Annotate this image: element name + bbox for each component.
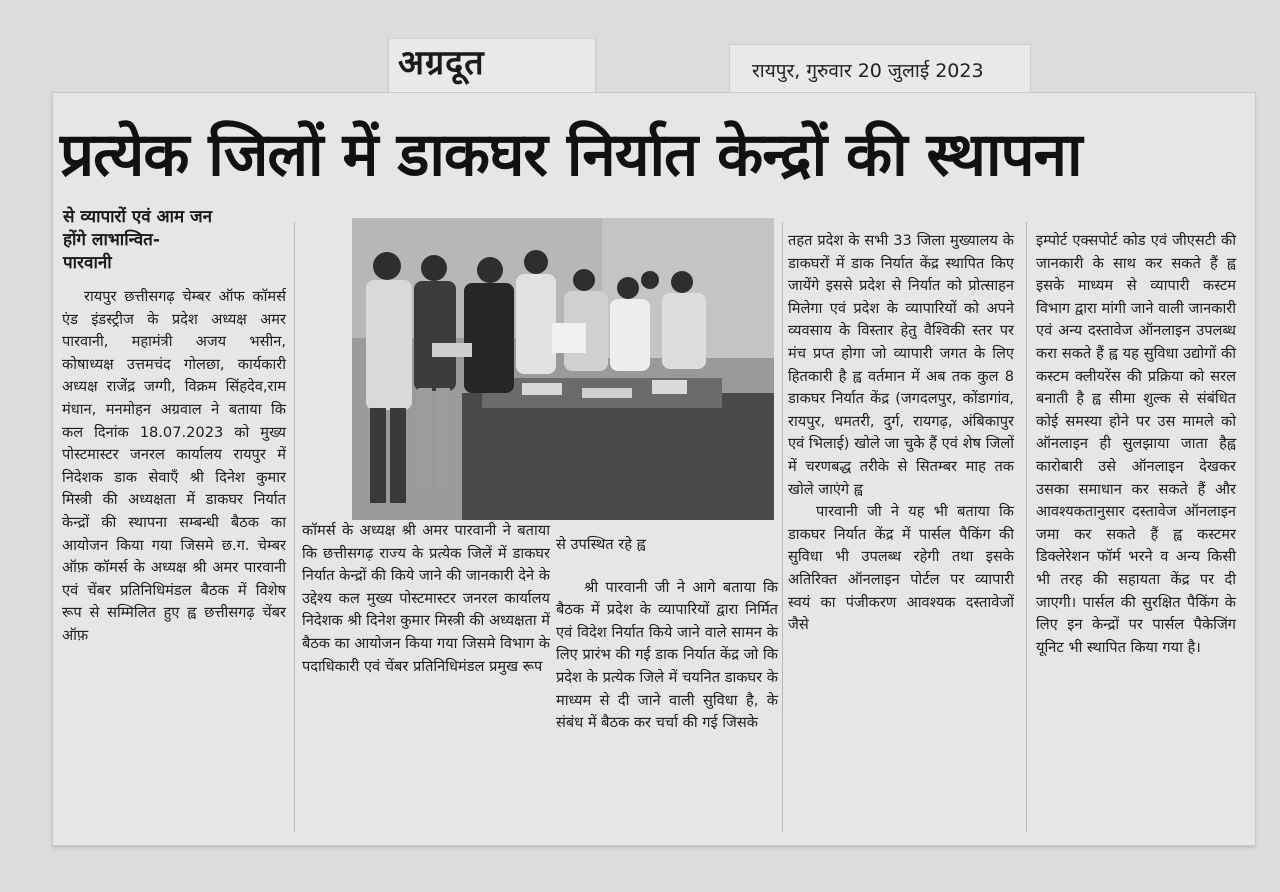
subhead-line-1: से व्यापारों एवं आम जन xyxy=(63,207,213,227)
article-column-1 xyxy=(62,286,286,842)
newspaper-masthead: अग्रदूत xyxy=(398,43,485,83)
article-column-5 xyxy=(1036,230,1236,842)
column-5-text: इम्पोर्ट एक्सपोर्ट कोड एवं जीएसटी की जानकारी के साथ कर सकते हैं ह्व इसके माध्यम से व्यापारी कस्टम विभाग द्वारा मांगी जाने वाली जानकारी एवं अन्य दस्तावेज ऑनलाइन उपलब्ध करा सकते हैं ह्व यह सुविधा उद्योगों की कस्टम क्लीयरेंस की प्रक्रिया को सरल बनाती है ह्व सीमा शुल्क से संबंधित कोई समस्या होने पर उस मामले को ऑनलाइन ही सुलझाया जाता हैह्व कारोबारी उसे ऑनलाइन देखकर उसका समाधान कर सकते हैं और आवश्यकतानुसार दस्तावेज ऑनलाइन जमा कर सकते हैं ह्व कस्टमर डिक्लेरेशन फॉर्म भरने व अन्य किसी भी तरह की सहायता केंद्र पर दी जाएगी। पार्सल की सुरक्षित पैकिंग के लिए इन केन्द्रों पर पार्सल पैकेजिंग यूनिट भी स्थापित किया गया है। xyxy=(1036,232,1236,656)
subhead-line-2: होंगे लाभान्वित- xyxy=(63,230,160,250)
article-headline: प्रत्येक जिलों में डाकघर निर्यात केन्द्रों की स्थापना xyxy=(60,120,1082,190)
article-column-2 xyxy=(302,520,550,842)
column-divider xyxy=(294,222,295,832)
article-subhead xyxy=(63,206,288,275)
column-4-paragraph-2: पारवानी जी ने यह भी बताया कि डाकघर निर्यात केंद्र में पार्सल पैकिंग की सुविधा भी उपलब्ध रहेगी तथा इसके अतिरिक्त ऑनलाइन पोर्टल पर व्यापारी स्वयं का पंजीकरण आवश्यक दस्तावेजों जैसे xyxy=(788,503,1014,634)
meeting-photo-illustration xyxy=(352,218,774,520)
column-3-paragraph-1: से उपस्थित रहे ह्व xyxy=(556,536,646,553)
column-divider xyxy=(1026,222,1027,832)
dateline: रायपुर, गुरुवार 20 जुलाई 2023 xyxy=(752,60,984,82)
meeting-photo xyxy=(352,218,774,520)
subhead-line-3: पारवानी xyxy=(63,253,112,273)
column-divider xyxy=(782,222,783,832)
column-4-paragraph-1: तहत प्रदेश के सभी 33 जिला मुख्यालय के डाकघरों में डाक निर्यात केंद्र स्थापित किए जायेंगे इससे प्रदेश से निर्यात को प्रोत्साहन मिलेगा एवं प्रदेश के व्यापारियों को अपने व्यवसाय के विस्तार हेतु वैश्विकी स्तर पर मंच प्रप्त होगा जो व्यापारी जगत के लिए हितकारी है ह्व वर्तमान में अब तक कुल 8 डाकघर निर्यात केंद्र (जगदलपुर, कोंडागांव, रायपुर, धमतरी, दुर्ग, रायगढ़, अंबिकापुर एवं भिलाई) खोले जा चुके हैं एवं शेष जिलों में चरणबद्ध तरीके से सितम्बर माह तक खोले जाएंगे ह्व xyxy=(788,232,1014,498)
column-3-paragraph-2: श्री पारवानी जी ने आगे बताया कि बैठक में प्रदेश के व्यापारियों द्वारा निर्मित एवं विदेश निर्यात किये जाने वाले सामन के लिए प्रारंभ की गई डाक निर्यात केंद्र जो कि प्रदेश के प्रत्येक जिले में चयनित डाकघर के माध्यम से दी जाने वाली सुविधा है, के संबंध में बैठक कर चर्चा की गई जिसके xyxy=(556,578,778,732)
column-1-text: रायपुर छत्तीसगढ़ चेम्बर ऑफ कॉमर्स एंड इंडस्ट्रीज के प्रदेश अध्यक्ष अमर पारवानी, महामंत्री अजय भसीन, कोषाध्यक्ष उत्तमचंद गोलछा, कार्यकारी अध्यक्ष राजेंद्र जग्गी, विक्रम सिंहदेव,राम मंधान, मनमोहन अग्रवाल ने बताया कि कल दिनांक 18.07.2023 को मुख्य पोस्टमास्टर जनरल कार्यालय रायपुर में निदेशक डाक सेवाएँ श्री दिनेश कुमार मिस्त्री की अध्यक्षता में डाकघर निर्यात केन्द्रों की स्थापना सम्बन्धी बैठक का आयोजन किया गया जिसमे छ.ग. चेम्बर ऑफ़ कॉमर्स के अध्यक्ष श्री अमर पारवानी एवं चेंबर प्रतिनिधिमंडल बैठक में विशेष रूप से सम्मिलित हुए ह्व छत्तीसगढ़ चेंबर ऑफ़ xyxy=(62,288,286,644)
article-column-3 xyxy=(556,534,778,842)
column-2-text: कॉमर्स के अध्यक्ष श्री अमर पारवानी ने बताया कि छत्तीसगढ़ राज्य के प्रत्येक जिलें में डाकघर निर्यात केन्द्रों की किये जाने की जानकारी देने के उद्देश्य कल मुख्य पोस्टमास्टर जनरल कार्यालय निदेशक श्री दिनेश कुमार मिस्त्री की अध्यक्षता में बैठक का आयोजन किया गया जिसमे विभाग के पदाधिकारी एवं चेंबर प्रतिनिधिमंडल प्रमुख रूप xyxy=(302,522,550,675)
article-column-4 xyxy=(788,230,1014,842)
